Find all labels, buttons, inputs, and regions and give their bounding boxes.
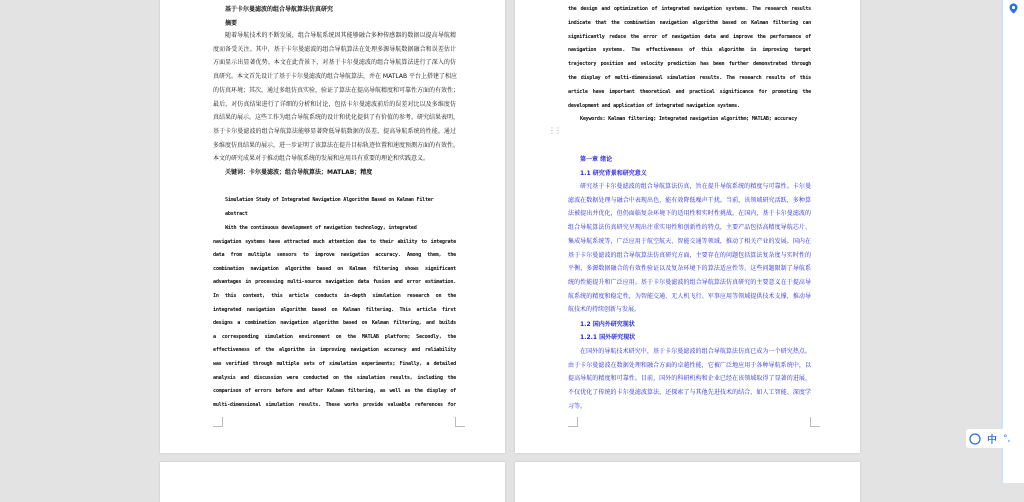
abstract-line: 度而备受关注。其中，基于卡尔曼滤波的组合导航算法在处理多源导航数据融合和误差估计 [213,45,456,53]
english-abstract-line: was verified through multiple sets of simulation experiments; Finally, a detailed [213,361,456,367]
abstract-line: 真研究。本文首先设计了基于卡尔曼滤波的组合导航算法，并在 MATLAB 平台上搭建了相应 [213,73,457,81]
section-heading-1-2-1: 1.2.1 国外研究现状 [580,334,636,341]
abstract-line: 最后，对仿真结果进行了详细的分析和讨论，包括卡尔曼滤波前后的误差对比以及多维度仿 [213,100,456,108]
abstract-heading: 摘要 [225,20,238,27]
english-abstract-line: the display of multi-dimensional simulation results. The research results of this [568,75,811,81]
english-abstract-line: indicate that the combination navigation algorithm based on Kalman filtering can [568,19,811,26]
english-abstract-line: designs a combination navigation algorithm based on Kalman filtering, and builds [213,320,456,327]
page-1 [160,0,505,453]
body-line: 研究基于卡尔曼滤波的组合导航算法仿真，旨在提升导航系统的精度与可靠性。卡尔曼 [580,183,811,190]
body-line: 提高导航的精度和可靠性。目前，国外的科研机构和企业已经在该领域取得了显著的进展， [568,375,811,383]
drag-handle-icon[interactable]: ⋮⋮ [548,126,560,135]
page-2 [515,0,860,453]
ime-toolbar [966,429,1024,448]
english-abstract-line: navigation systems. The effectiveness of this algorithm in improving target [568,47,811,54]
english-abstract-line: development and application of integrated navigation systems. [568,102,740,109]
abstract-line: 基于卡尔曼滤波的组合导航算法能够显著降低导航数据的误差，提高导航系统的性能。通过 [213,127,456,135]
english-title: Simulation Study of Integrated Navigation Algorithm Based on Kalman Filter [225,197,434,203]
body-line: 法被提出并优化，但仍面临复杂环境下的适用性和实时性挑战。在国内，基于卡尔曼滤波的 [568,210,811,218]
ime-punctuation-icon[interactable]: °, [1003,433,1011,444]
english-abstract-line: integrated navigation algorithm based on Kalman filtering. This article first [213,306,456,313]
english-abstract-line: a corresponding simulation environment on the MATLAB platform; Secondly, the [213,333,456,340]
english-abstract-line: multi-dimensional simulation results. These works provide valuable references for [213,401,456,408]
side-panel [1001,0,1024,483]
english-abstract-line: In this context, this article conducts in-depth simulation research on the [213,293,456,299]
body-line: 航技术的持续创新与发展。 [568,306,641,314]
ime-mode-toggle[interactable]: 中 [987,435,997,446]
page-4 [515,462,860,502]
abstract-line: 多维度仿真结果的展示，进一步证明了该算法在提升目标轨迹位置和速度预测方面的有效性。 [213,141,460,149]
body-line: 在国外的导航技术研究中，基于卡尔曼滤波的组合导航算法仿真已成为一个研究热点。 [580,348,811,355]
english-abstract-line: comparison of errors before and after Kalman filtering, as well as the display of [213,388,456,395]
body-line: 基于卡尔曼滤波的组合导航算法仿真研究方面，主要存在的问题包括算法复杂度与实时性的 [568,251,811,259]
english-abstract-line: effectiveness of the algorithm in improving navigation accuracy and reliability [213,347,456,354]
english-abstract-line: combination navigation algorithm based on Kalman filtering shows significant [213,265,456,272]
chapter-heading: 第一章 绪论 [580,156,613,163]
margin-corner-mark [455,417,465,427]
abstract-line: 随着导航技术的不断发展，组合导航系统因其能够融合多种传感器的数据以提高导航精 [225,32,456,39]
english-abstract-line: the design and optimization of integrated navigation systems. The research results [568,6,811,12]
keywords-en: Keywords: Kalman filtering; Integrated navigation algorithm; MATLAB; accuracy [580,116,797,122]
body-line: 航系统的精度和稳定性，为智能交通、无人机飞行、军事应用等领域提供技术支撑，推动导 [568,292,811,300]
body-line: 滤波在数据处理与融合中表现出色，能有效降低噪声干扰。当前，该领域研究活跃，多种算 [568,196,811,204]
section-heading-1-2: 1.2 国内外研究现状 [580,321,635,328]
body-line: 组合导航算法仿真研究呈现出注重实用性和创新性的特点，主要产品包括高精度导航芯片、 [568,224,811,232]
section-heading-1-1: 1.1 研究背景和研究意义 [580,170,647,177]
body-line: 统的性能提升和广泛应用。基于卡尔曼滤波的组合导航算法仿真研究的主要意义在于提高导 [568,278,811,286]
english-abstract-line: analysis and discussion were conducted on the simulation results, including the [213,374,456,381]
abstract-line: 真结果的展示。这些工作为组合导航系统的设计和优化提供了有价值的参考。研究结果表明， [213,114,460,122]
body-line: 平衡、多源数据融合的有效性验证以及复杂环境下的算法适应性等。这些问题限制了导航系 [568,265,811,273]
body-line: 不仅优化了传统的卡尔曼滤波算法，还探索了与其他先进技术的结合，如人工智能、深度学 [568,389,811,397]
english-abstract-line: navigation systems have attracted much attention due to their ability to integrate [213,238,456,245]
page-3 [160,462,505,502]
english-abstract-line: trajectory position and velocity prediction has been further demonstrated through [568,61,811,68]
english-abstract-line: data from multiple sensors to improve navigation accuracy. Among them, the [213,252,456,259]
abstract-line: 方面显示出显著优势。本文在此背景下，对基于卡尔曼滤波的组合导航算法进行了深入的仿 [213,59,456,67]
english-abstract-line: advantages in processing multi-source navigation data fusion and error estimation. [213,279,456,286]
location-pin-icon[interactable] [1009,3,1018,14]
body-line: 集成导航系统等，广泛应用于航空航天、智能交通等领域，推动了相关产业的发展。国内在 [568,237,811,245]
english-abstract-line: article have important theoretical and practical significance for promoting the [568,88,811,95]
margin-corner-mark [568,417,578,427]
margin-corner-mark [810,417,820,427]
english-abstract-heading: abstract [225,211,248,217]
document-title: 基于卡尔曼滤波的组合导航算法仿真研究 [225,6,334,13]
body-line: 由于卡尔曼滤波在数据处理和融合方面的卓越性能，它被广泛地应用于各种导航系统中，以 [568,361,811,369]
english-abstract-line: With the continuous development of navigation technology, integrated [225,225,417,231]
keywords-zh: 关键词：卡尔曼滤波；组合导航算法；MATLAB；精度 [225,169,373,176]
abstract-line: 的仿真环境；其次，通过多组仿真实验，验证了算法在提高导航精度和可靠性方面的有效性； [213,86,460,94]
abstract-line: 本文的研究成果对于推动组合导航系统的发展和应用具有重要的理论和实践意义。 [213,155,430,163]
ime-logo-icon[interactable] [969,433,981,445]
body-line: 习等。 [568,402,587,410]
margin-corner-mark [213,417,223,427]
english-abstract-line: significantly reduce the error of navigation data and improve the performance of [568,33,811,40]
